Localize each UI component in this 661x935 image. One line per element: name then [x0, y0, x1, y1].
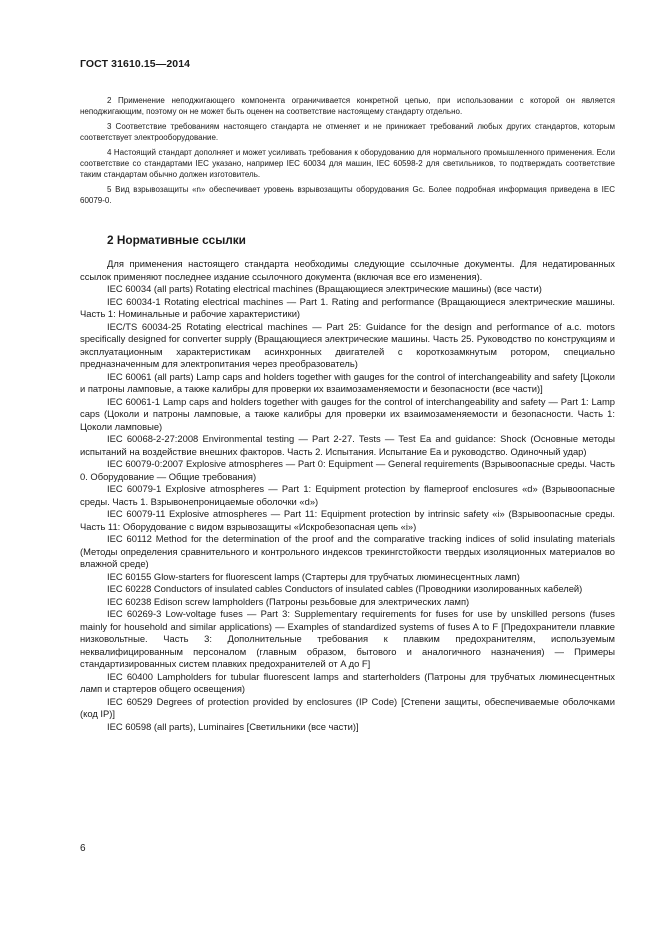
reference-item: IEC/TS 60034-25 Rotating electrical machines — Part 25: Guidance for the design and performance of a.c. motors specifically designed for converter supply (Вращающиеся электрические машины. Часть 25. Руководство по конструкциям и эксплуатационным характеристикам асинхронных двигателей с короткозамкнутым ротором, специально предназначенным для электропитания через преобразователь): [80, 320, 615, 369]
reference-item: IEC 60061 (all parts) Lamp caps and holders together with gauges for the control of interchangeability and safety [Цоколи и патроны ламповые, а также калибры для проверки их взаимозаменяемости и безопасности (все части)]: [80, 370, 615, 394]
note-3: 3 Соответствие требованиям настоящего стандарта не отменяет и не принижает требований любых других стандартов, которым соответствует электрооборудование.: [80, 122, 615, 142]
reference-item: IEC 60400 Lampholders for tubular fluorescent lamps and starterholders (Патроны для трубчатых люминесцентных ламп и стартеров общего освещения): [80, 670, 615, 694]
reference-item: IEC 60079-1 Explosive atmospheres — Part 1: Equipment protection by flameproof enclosures «d» (Взрывоопасные среды. Часть 1. Взрывонепроницаемые оболочки «d»): [80, 483, 615, 507]
reference-item: IEC 60238 Edison screw lampholders (Патроны резьбовые для электрических ламп): [107, 595, 470, 607]
note-5: 5 Вид взрывозащиты «n» обеспечивает уровень взрывозащиты оборудования Gc. Более подробная информация приведена в IEC 60079-0.: [80, 185, 615, 205]
reference-item: IEC 60598 (all parts), Luminaires [Светильники (все части)]: [107, 720, 359, 732]
reference-item: IEC 60034-1 Rotating electrical machines — Part 1. Rating and performance (Вращающиеся электрические машины. Часть 1: Номинальные и рабочие характеристики): [80, 295, 615, 319]
note-2: 2 Применение неподжигающего компонента ограничивается конкретной цепью, при использовании с которой он является неподжигающим, поэтому он не может быть оценен на соответствие настоящему стандарту отдельно.: [80, 96, 615, 116]
document-header-code: ГОСТ 31610.15—2014: [80, 58, 191, 70]
reference-item: IEC 60079-11 Explosive atmospheres — Part 11: Equipment protection by intrinsic safety «i» (Взрывоопасные среды. Часть 11: Оборудование с видом взрывозащиты «Искробезопасная цепь «i»): [80, 508, 615, 532]
section-title: 2 Нормативные ссылки: [107, 233, 246, 247]
reference-item: IEC 60112 Method for the determination of the proof and the comparative tracking indices of solid insulating materials (Методы определения сравнительного и контрольного индексов трекингстойкости твердых изоляционных материалов во влажной среде): [80, 533, 615, 569]
reference-item: IEC 60068-2-27:2008 Environmental testing — Part 2-27. Tests — Test Ea and guidance: Shock (Основные методы испытаний на воздействие внешних факторов. Часть 2. Испытания. Испытание Ea и руководство. Одиночный удар): [80, 433, 615, 457]
references-body: [80, 258, 615, 733]
reference-item: IEC 60228 Conductors of insulated cables Conductors of insulated cables (Проводники изолированных кабелей): [107, 583, 583, 594]
reference-item: IEC 60079-0:2007 Explosive atmospheres — Part 0: Equipment — General requirements (Взрывоопасные среды. Часть 0. Оборудование — Общие требования): [80, 458, 615, 482]
reference-item: IEC 60529 Degrees of protection provided by enclosures (IP Code) [Степени защиты, обеспечиваемые оболочками (код IP)]: [80, 695, 615, 719]
reference-item: IEC 60155 Glow-starters for fluorescent lamps (Стартеры для трубчатых люминесцентных ламп): [107, 570, 520, 582]
notes-block: [80, 95, 615, 210]
note-4: 4 Настоящий стандарт дополняет и может усиливать требования к оборудованию для нормального промышленного применения. Если соответствие со стандартами IEC указано, например IEC 60034 для машин, IEC 60598-2 для светильников, то подтверждать соответствие таким стандартам обычно должен изготовитель.: [80, 148, 615, 179]
page-number: 6: [80, 843, 86, 854]
reference-item: IEC 60061-1 Lamp caps and holders together with gauges for the control of interchangeability and safety — Part 1: Lamp caps (Цоколи и патроны ламповые, а также калибры для проверки их взаимозаменяемости и безопасности. Часть 1: Цоколи ламповые): [80, 395, 615, 432]
intro-paragraph: Для применения настоящего стандарта необходимы следующие ссылочные документы. Для недатированных ссылок применяют последнее издание ссылочного документа (включая все его изменения).: [80, 258, 615, 282]
reference-item: IEC 60269-3 Low-voltage fuses — Part 3: Supplementary requirements for fuses for use by unskilled persons (fuses mainly for household and similar applications) — Examples of standardized systems of fuses A to F [Предохранители плавкие низковольтные. Часть 3: Дополнительные требования к плавким предохранителям, используемым неквалифицированным персоналом (главным образом, бытового и аналогичного назначения) — Примеры стандартизированных систем плавких предохранителей от A до F]: [80, 608, 615, 669]
reference-item: IEC 60034 (all parts) Rotating electrical machines (Вращающиеся электрические машины) (все части): [107, 283, 542, 294]
